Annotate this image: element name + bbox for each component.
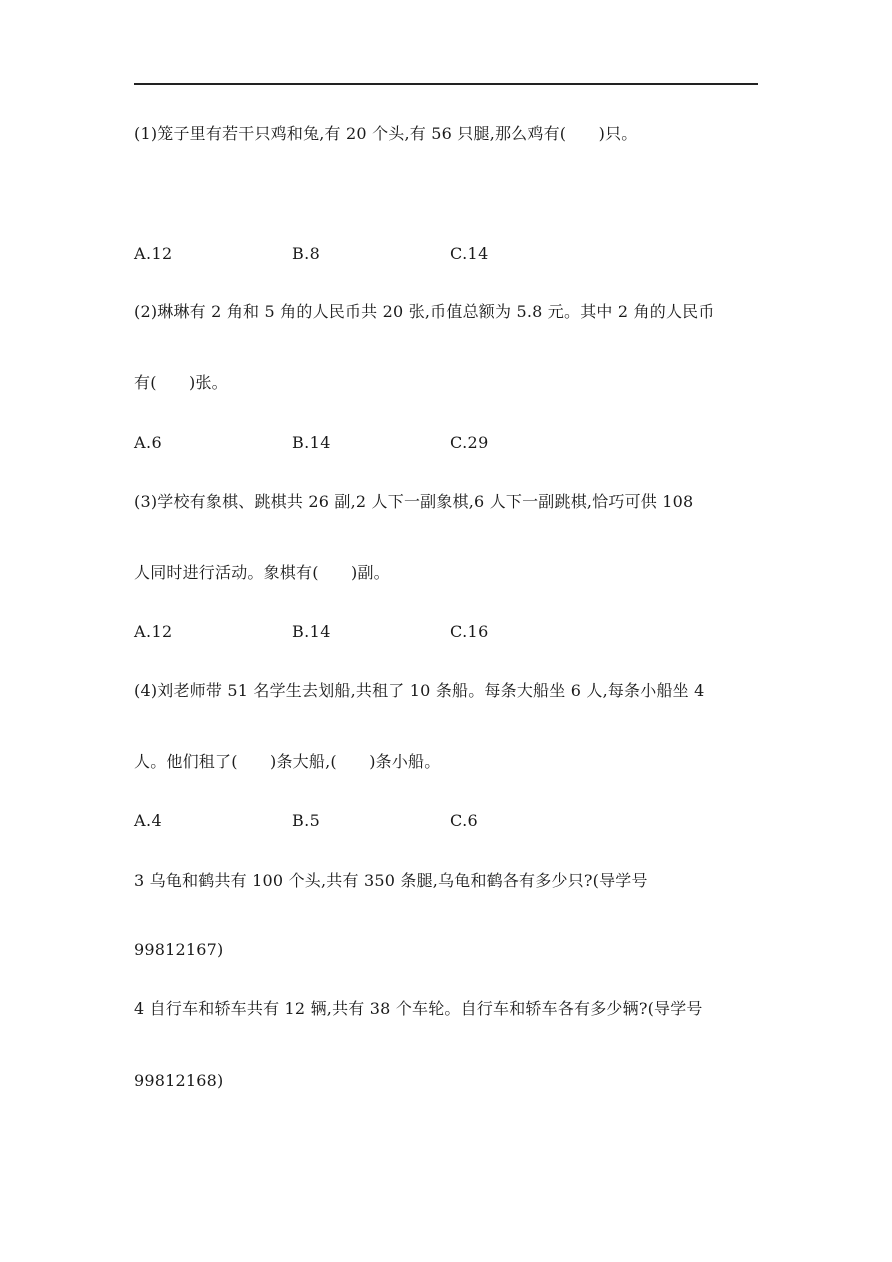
question-3-option-a: A.12 (134, 622, 173, 641)
problem-3-text-line-2: 99812167) (134, 940, 224, 959)
question-1-text: (1)笼子里有若干只鸡和兔,有 20 个头,有 56 只腿,那么鸡有( )只。 (134, 124, 638, 143)
question-2-option-b: B.14 (292, 433, 331, 452)
question-4-option-a: A.4 (134, 811, 163, 830)
question-3-option-b: B.14 (292, 622, 331, 641)
question-1-option-b: B.8 (292, 244, 321, 263)
question-3-text-line-1: (3)学校有象棋、跳棋共 26 副,2 人下一副象棋,6 人下一副跳棋,恰巧可供 108 (134, 492, 694, 511)
problem-4-text-line-2: 99812168) (134, 1071, 224, 1090)
question-3-option-c: C.16 (450, 622, 489, 641)
question-1-option-a: A.12 (134, 244, 173, 263)
problem-4-text-line-1: 4 自行车和轿车共有 12 辆,共有 38 个车轮。自行车和轿车各有多少辆?(导学号 (134, 999, 703, 1018)
question-4-text-line-1: (4)刘老师带 51 名学生去划船,共租了 10 条船。每条大船坐 6 人,每条小船坐 4 (134, 681, 705, 700)
question-1-option-c: C.14 (450, 244, 489, 263)
top-rule (134, 83, 758, 85)
question-2-option-c: C.29 (450, 433, 489, 452)
question-4-option-b: B.5 (292, 811, 321, 830)
question-4-text-line-2: 人。他们租了( )条大船,( )条小船。 (134, 752, 441, 771)
question-4-option-c: C.6 (450, 811, 479, 830)
question-2-text-line-1: (2)琳琳有 2 角和 5 角的人民币共 20 张,币值总额为 5.8 元。其中 2 角的人民币 (134, 302, 715, 321)
problem-3-text-line-1: 3 乌龟和鹤共有 100 个头,共有 350 条腿,乌龟和鹤各有多少只?(导学号 (134, 871, 648, 890)
question-3-text-line-2: 人同时进行活动。象棋有( )副。 (134, 563, 390, 582)
question-2-text-line-2: 有( )张。 (134, 373, 228, 392)
question-2-option-a: A.6 (134, 433, 163, 452)
